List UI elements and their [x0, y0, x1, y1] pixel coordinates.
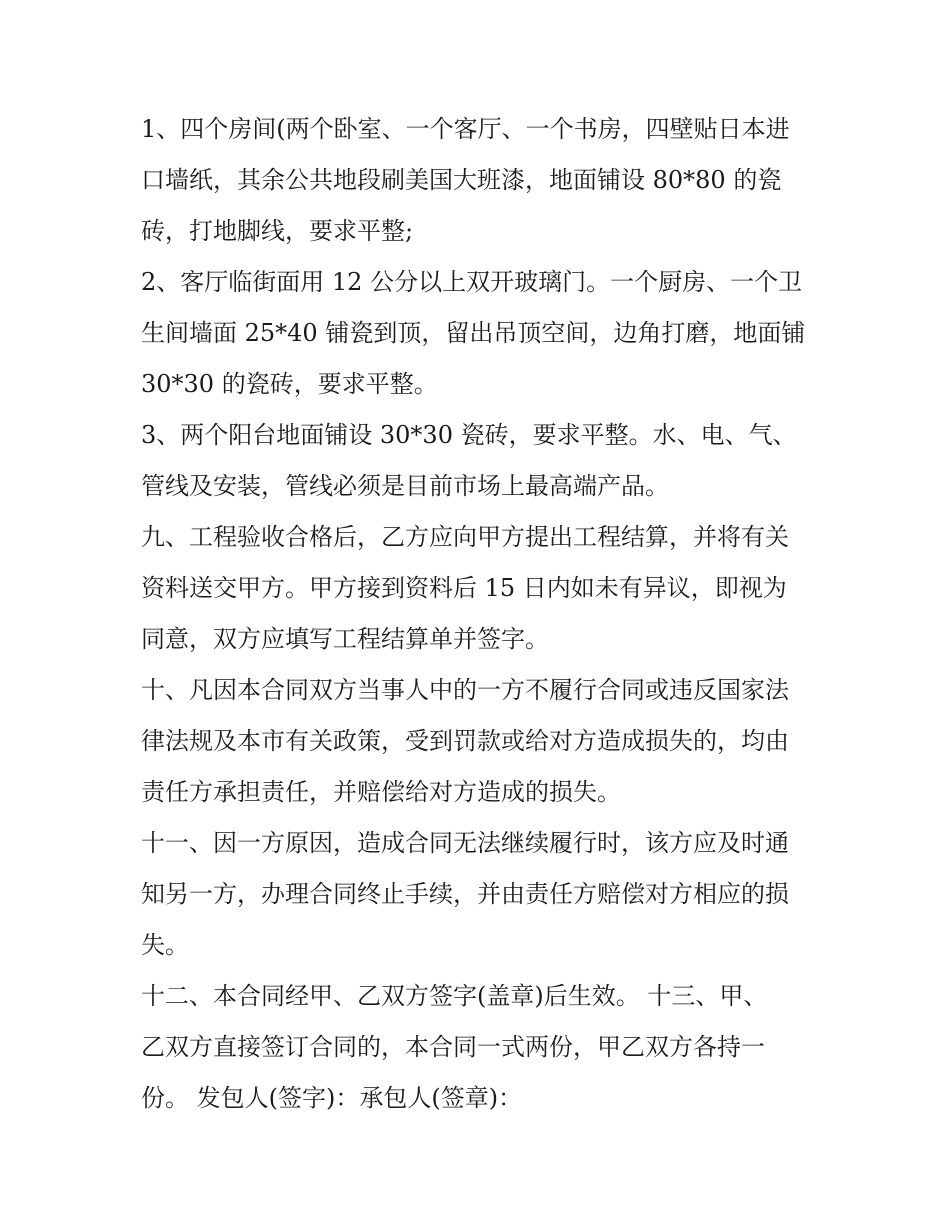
paragraph-clause-11: 十一、因一方原因，造成合同无法继续履行时，该方应及时通 知另一方，办理合同终止手续，并由责任方赔偿对方相应的损 失。: [141, 829, 789, 959]
paragraph-clause-9: 九、工程验收合格后，乙方应向甲方提出工程结算，并将有关 资料送交甲方。甲方接到资料后 15 日内如未有异议，即视为 同意，双方应填写工程结算单并签字。: [141, 523, 789, 653]
paragraph-rooms: 1、四个房间(两个卧室、一个客厅、一个书房，四壁贴日本进 口墙纸，其余公共地段刷美国大班漆，地面铺设 80*80 的瓷 砖，打地脚线，要求平整;: [141, 115, 790, 245]
paragraph-clause-10: 十、凡因本合同双方当事人中的一方不履行合同或违反国家法 律法规及本市有关政策，受到罚款或给对方造成损失的，均由 责任方承担责任，并赔偿给对方造成的损失。: [141, 676, 789, 806]
document-body: [141, 104, 821, 1124]
paragraph-living-room-kitchen: 2、客厅临街面用 12 公分以上双开玻璃门。一个厨房、一个卫 生间墙面 25*40 铺瓷到顶，留出吊顶空间，边角打磨，地面铺 30*30 的瓷砖，要求平整。: [141, 268, 806, 398]
paragraph-clause-12-13-signatures: 十二、本合同经甲、乙双方签字(盖章)后生效。 十三、甲、 乙双方直接签订合同的，本合同一式两份，甲乙双方各持一 份。 发包人(签字)：承包人(签章)：: [141, 982, 768, 1112]
paragraph-balconies: 3、两个阳台地面铺设 30*30 瓷砖，要求平整。水、电、气、 管线及安装，管线必须是目前市场上最高端产品。: [141, 421, 797, 500]
